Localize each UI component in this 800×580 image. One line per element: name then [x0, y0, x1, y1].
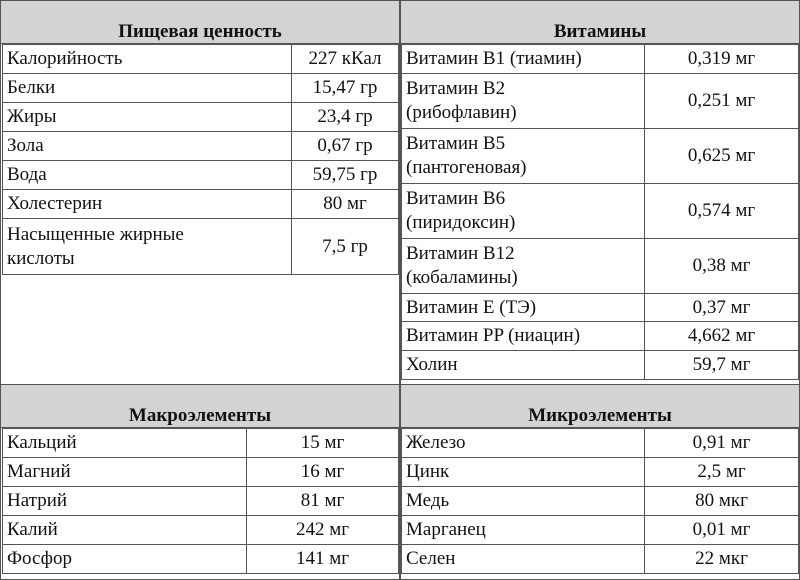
micro-header: Микроэлементы [400, 384, 800, 428]
vitamin-name: Витамин B1 (тиамин) [402, 45, 645, 74]
table-row [3, 103, 399, 132]
vitamin-value: 0,37 мг [645, 294, 799, 322]
nutrient-name: Калорийность [3, 45, 292, 74]
nutrient-value: 23,4 гр [292, 103, 399, 132]
table-row [3, 516, 399, 545]
table-row [402, 239, 799, 294]
table-row [402, 74, 799, 129]
element-value: 242 мг [247, 516, 399, 545]
table-row [3, 487, 399, 516]
element-name: Магний [3, 458, 247, 487]
element-value: 81 мг [247, 487, 399, 516]
nutrition-header: Пищевая ценность [0, 0, 400, 44]
nutrient-name: Белки [3, 74, 292, 103]
micro-table [401, 428, 799, 574]
element-value: 0,01 мг [645, 516, 799, 545]
vitamin-value: 4,662 мг [645, 322, 799, 351]
table-row [402, 322, 799, 351]
element-value: 22 мкг [645, 545, 799, 574]
vitamin-value: 0,574 мг [645, 184, 799, 239]
table-row [402, 545, 799, 574]
table-row [3, 190, 399, 219]
table-row [3, 74, 399, 103]
nutrient-value: 80 мг [292, 190, 399, 219]
element-value: 0,91 мг [645, 429, 799, 458]
table-row [402, 516, 799, 545]
table-row [3, 429, 399, 458]
table-row [402, 129, 799, 184]
element-name: Медь [402, 487, 645, 516]
element-name: Калий [3, 516, 247, 545]
table-row [3, 458, 399, 487]
nutrient-name: Холестерин [3, 190, 292, 219]
element-name: Железо [402, 429, 645, 458]
nutrient-value: 0,67 гр [292, 132, 399, 161]
table-row [3, 545, 399, 574]
vitamin-value: 0,251 мг [645, 74, 799, 129]
nutrient-name: Зола [3, 132, 292, 161]
vitamin-name: Холин [402, 351, 645, 380]
element-name: Марганец [402, 516, 645, 545]
table-row [402, 351, 799, 380]
vitamins-header: Витамины [400, 0, 800, 44]
vitamin-value: 0,38 мг [645, 239, 799, 294]
element-name: Селен [402, 545, 645, 574]
vitamin-value: 0,625 мг [645, 129, 799, 184]
table-row [402, 429, 799, 458]
vitamin-name: Витамин E (ТЭ) [402, 294, 645, 322]
table-row [402, 294, 799, 322]
nutrient-value: 15,47 гр [292, 74, 399, 103]
nutrient-name: Вода [3, 161, 292, 190]
element-name: Натрий [3, 487, 247, 516]
element-name: Фосфор [3, 545, 247, 574]
element-value: 15 мг [247, 429, 399, 458]
nutrient-value: 59,75 гр [292, 161, 399, 190]
vitamin-name: Витамин B12 (кобаламины) [402, 239, 645, 294]
vitamin-value: 0,319 мг [645, 45, 799, 74]
vitamin-value: 59,7 мг [645, 351, 799, 380]
element-name: Цинк [402, 458, 645, 487]
nutrition-table [2, 44, 399, 275]
column-divider [399, 0, 401, 580]
nutrient-name: Жиры [3, 103, 292, 132]
nutrient-value: 227 кКал [292, 45, 399, 74]
table-row [3, 132, 399, 161]
nutrient-value: 7,5 гр [292, 219, 399, 275]
vitamins-table [401, 44, 799, 380]
table-row [3, 161, 399, 190]
element-value: 80 мкг [645, 487, 799, 516]
table-row [402, 184, 799, 239]
table-row [3, 219, 399, 275]
vitamin-name: Витамин B2 (рибофлавин) [402, 74, 645, 129]
table-row [3, 45, 399, 74]
nutrient-name: Насыщенные жирные кислоты [3, 219, 292, 275]
table-row [402, 458, 799, 487]
element-value: 2,5 мг [645, 458, 799, 487]
macro-header: Макроэлементы [0, 384, 400, 428]
vitamin-name: Витамин B5 (пантогеновая) [402, 129, 645, 184]
macro-table [2, 428, 399, 574]
element-name: Кальций [3, 429, 247, 458]
table-row [402, 487, 799, 516]
element-value: 141 мг [247, 545, 399, 574]
element-value: 16 мг [247, 458, 399, 487]
vitamin-name: Витамин PP (ниацин) [402, 322, 645, 351]
table-row [402, 45, 799, 74]
vitamin-name: Витамин B6 (пиридоксин) [402, 184, 645, 239]
